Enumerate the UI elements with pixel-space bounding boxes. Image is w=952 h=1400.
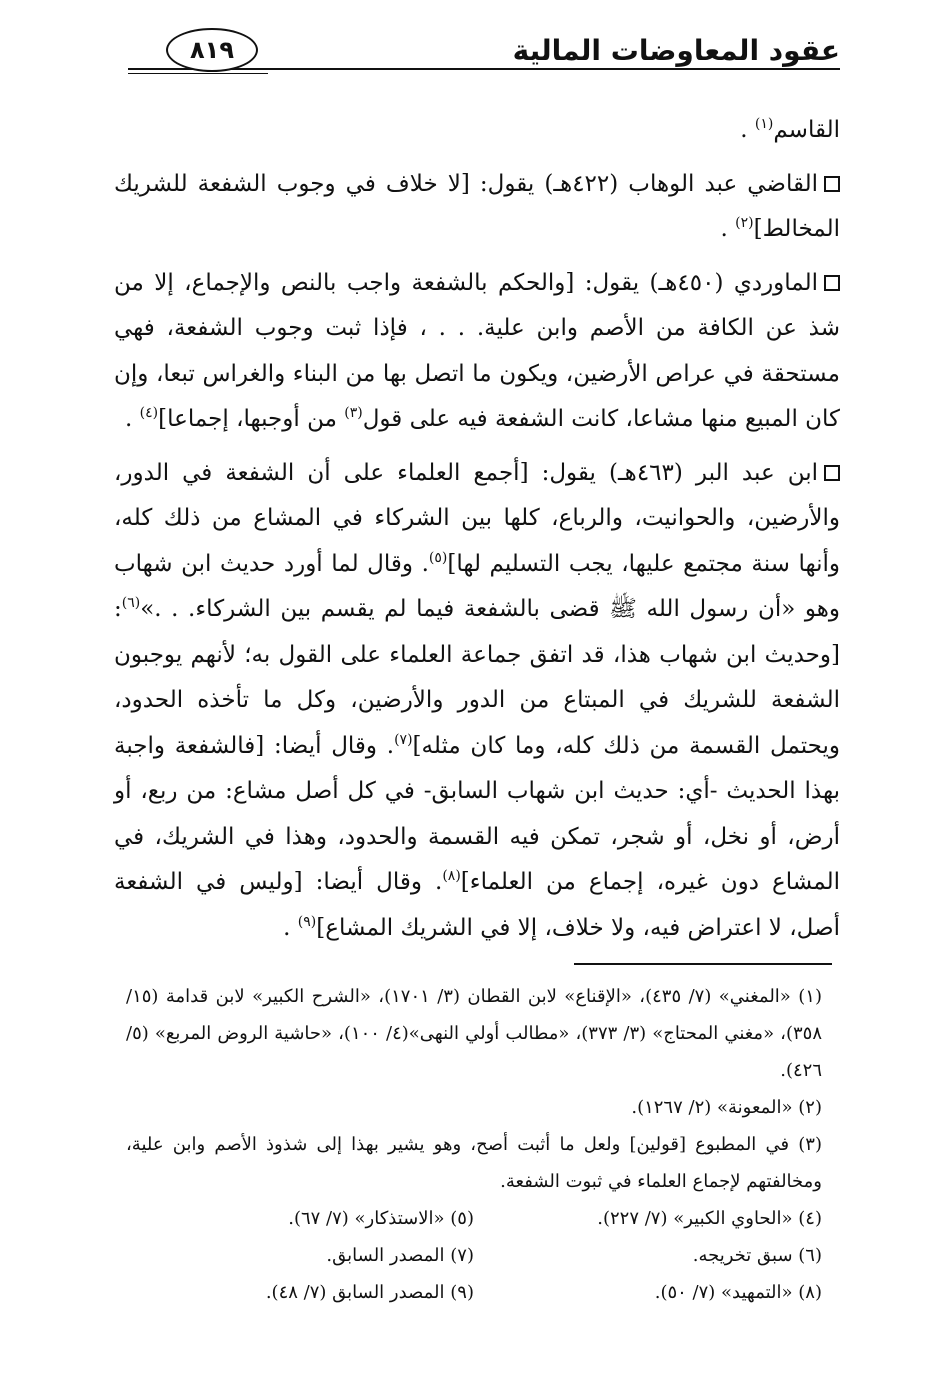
footnote-7: (٧) المصدر السابق. bbox=[326, 1245, 474, 1266]
footnote-1: (١) «المغني» (٧/ ٤٣٥)، «الإقناع» لابن القطان (٣/ ١٧٠١)، «الشرح الكبير» لابن قدامة (١٥/ ٣٥٨)، «مغني المحتاج» (٣/ ٣٧٣)، «مطالب أولي النهى»(٤/ ١٠٠)، «حاشية الروض المربع» (٥/ ٤٢٦). bbox=[126, 986, 822, 1081]
book-title: عقود المعاوضات المالية bbox=[512, 34, 840, 67]
paragraph-qasim: القاسم$^{(١)}$ . bbox=[740, 116, 840, 143]
paragraph-mawardi: الماوردي (٤٥٠هـ) يقول: [والحكم بالشفعة واجب بالنص والإجماع، إلا من شذ عن الكافة من الأصم وابن علية. . . ، فإذا ثبت وجوب الشفعة، فهي مستحقة في عراص الأرضين، ويكون ما اتصل بها من البناء والغراس تبعا، وإن كان المبيع منها مشاعا، كانت الشفعة فيه على قول$^{(٣)}$ من أوجبها، إجماعا]$^{(٤)}$ . bbox=[114, 269, 840, 432]
page-number: ٨١٩ bbox=[166, 28, 258, 72]
footnote-ref: (٩) bbox=[297, 913, 317, 930]
footnote-ref: (٨) bbox=[442, 868, 461, 884]
footnote-5: (٥) «الاستذكار» (٧/ ٦٧). bbox=[288, 1208, 474, 1229]
page-header bbox=[128, 28, 840, 76]
footnote-ref: (٤) bbox=[139, 405, 159, 421]
footnotes bbox=[126, 978, 822, 1311]
footnote-6: (٦) سبق تخريجه. bbox=[692, 1245, 822, 1266]
footnote-ref: (٢) bbox=[735, 215, 754, 231]
square-bullet-icon bbox=[824, 176, 840, 192]
footnote-9: (٩) المصدر السابق (٧/ ٤٨). bbox=[265, 1282, 474, 1303]
square-bullet-icon bbox=[824, 275, 840, 291]
footnote-separator bbox=[574, 963, 832, 965]
footnote-2: (٢) «المعونة» (٢/ ١٢٦٧). bbox=[631, 1097, 822, 1118]
header-rule-secondary bbox=[128, 73, 268, 74]
footnote-8: (٨) «التمهيد» (٧/ ٥٠). bbox=[654, 1282, 822, 1303]
square-bullet-icon bbox=[824, 465, 840, 481]
footnote-ref: (١) bbox=[754, 116, 774, 132]
footnote-3: (٣) في المطبوع [قولين] ولعل ما أثبت أصح، وهو يشير بهذا إلى شذوذ الأصم وابن علية، ومخالفتهم لإجماع العلماء في ثبوت الشفعة. bbox=[126, 1134, 822, 1192]
paragraph-abdulwahhab: القاضي عبد الوهاب (٤٢٢هـ) يقول: [لا خلاف في وجوب الشفعة للشريك المخالط]$^{(٢)}$ . bbox=[114, 170, 840, 242]
footnote-ref: (٣) bbox=[344, 405, 363, 421]
footnote-ref: (٥) bbox=[428, 549, 448, 566]
body-text bbox=[114, 108, 840, 959]
footnote-4: (٤) «الحاوي الكبير» (٧/ ٢٢٧). bbox=[597, 1208, 822, 1229]
paragraph-ibn-abdulbarr: ابن عبد البر (٤٦٣هـ) يقول: [أجمع العلماء على أن الشفعة في الدور، والأرضين، والحوانيت، والرباع، كلها بين الشركاء في المشاع من ذلك كله، وأنها سنة مجتمع عليها، يجب التسليم لها]$^{(٥)}$. وقال لما أورد حديث ابن شهاب وهو «أن رسول الله ﷺ قضى بالشفعة فيما لم يقسم بين الشركاء. . .»$^{(٦)}$: [وحديث ابن شهاب هذا، قد اتفق جماعة العلماء على القول به؛ لأنهم يوجبون الشفعة للشريك في المبتاع من الدور والأرضين، وكل ما تأخذه الحدود، ويحتمل القسمة من ذلك كله، وما كان مثله]$^{(٧)}$. وقال أيضا: [فالشفعة واجبة بهذا الحديث -أي: حديث ابن شهاب السابق- في كل أصل مشاع: من ربع، أو أرض، أو نخل، أو شجر، تمكن فيه القسمة والحدود، وهذا في الشريك، في المشاع دون غيره، إجماع من العلماء]$^{(٨)}$. وقال أيضا: [وليس في الشفعة أصل، لا اعتراض فيه، ولا خلاف، إلا في الشريك المشاع]$^{(٩)}$ . bbox=[114, 459, 841, 941]
footnote-ref: (٦) bbox=[121, 595, 141, 611]
footnote-grid bbox=[126, 1200, 822, 1311]
footnote-ref: (٧) bbox=[394, 731, 413, 748]
